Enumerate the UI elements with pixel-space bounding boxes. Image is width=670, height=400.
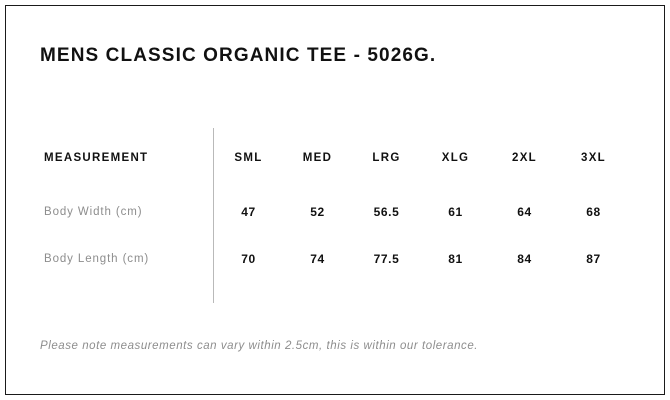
cell-body-width-xlg: 61 [448,204,463,219]
cell-body-length-sml: 70 [241,251,256,266]
table-header-row [40,128,628,188]
size-column-header-sml: SML [234,152,263,164]
cell-body-width-sml: 47 [241,204,256,219]
size-column-header-2xl: 2XL [512,152,537,164]
size-column-header-lrg: LRG [372,152,401,164]
cell-body-length-med: 74 [310,251,325,266]
size-column-header-med: MED [302,152,333,164]
size-table-wrapper [40,128,628,282]
cell-body-width-med: 52 [310,204,325,219]
page-title: MENS CLASSIC ORGANIC TEE - 5026G. [40,45,437,66]
cell-body-width-2xl: 64 [517,204,532,219]
cell-body-length-2xl: 84 [517,251,532,266]
tolerance-note: Please note measurements can vary within 2.5cm, this is within our tolerance. [40,340,479,352]
cell-body-length-xlg: 81 [448,251,463,266]
table-row [40,188,628,235]
size-column-header-3xl: 3XL [581,152,606,164]
table-row [40,235,628,282]
cell-body-length-lrg: 77.5 [373,251,400,266]
cell-body-width-lrg: 56.5 [373,204,400,219]
size-column-header-xlg: XLG [441,152,470,164]
measurement-column-header: MEASUREMENT [44,152,149,164]
cell-body-width-3xl: 68 [586,204,601,219]
row-label-body-length: Body Length (cm) [44,252,150,265]
row-label-body-width: Body Width (cm) [44,205,143,218]
cell-body-length-3xl: 87 [586,251,601,266]
size-table [40,128,628,282]
